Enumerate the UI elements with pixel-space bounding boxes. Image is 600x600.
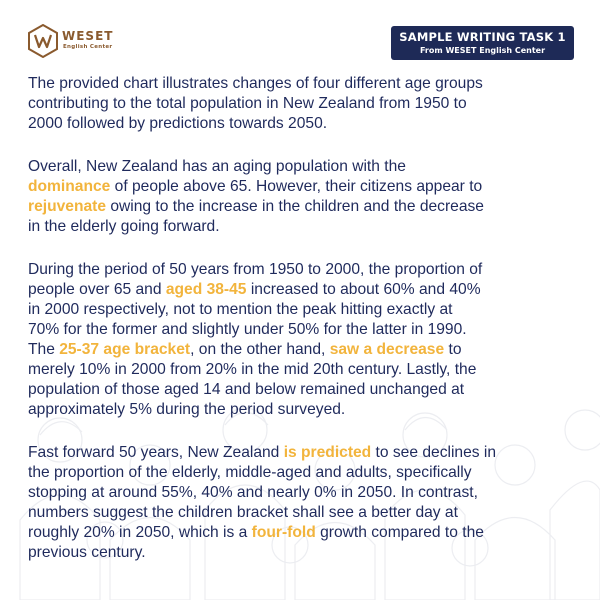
text-line: contributing to the total population in New Zealand from 1950 to	[28, 95, 467, 112]
text-line: stopping at around 55%, 40% and nearly 0% in 2050. In contrast,	[28, 484, 478, 501]
text-line: Overall, New Zealand has an aging population with the	[28, 158, 406, 175]
text-line	[28, 340, 588, 360]
text-line	[28, 280, 588, 300]
text-fragment: Fast forward 50 years, New Zealand	[28, 444, 284, 461]
text-fragment: people over 65 and	[28, 281, 166, 298]
paragraph-overview	[28, 157, 588, 237]
highlight-word: is predicted	[283, 444, 372, 461]
text-fragment: growth compared to the	[315, 524, 484, 541]
highlight-word: 25-37 age bracket	[59, 341, 191, 358]
badge-subtitle: From WESET English Center	[419, 46, 546, 55]
text-line	[28, 523, 588, 543]
text-fragment: of people above 65. However, their citizens appear to	[110, 178, 483, 195]
paragraph-body-future	[28, 443, 588, 563]
paragraph-introduction	[28, 74, 588, 134]
text-line: previous century.	[28, 544, 146, 561]
highlight-word: aged 38-45	[165, 281, 247, 298]
text-line: the proportion of the elderly, middle-aged and adults, specifically	[28, 464, 472, 481]
weset-logo[interactable]	[28, 24, 138, 60]
text-fragment: , on the other hand,	[190, 341, 330, 358]
text-line: approximately 5% during the period surveyed.	[28, 401, 346, 418]
text-line: numbers suggest the children bracket shall see a better day at	[28, 504, 458, 521]
weset-logo-icon	[28, 24, 58, 58]
text-line: in 2000 respectively, not to mention the peak hitting exactly at	[28, 301, 453, 318]
text-line: During the period of 50 years from 1950 to 2000, the proportion of	[28, 261, 483, 278]
text-fragment: increased to about 60% and 40%	[246, 281, 481, 298]
text-line	[28, 177, 588, 197]
text-fragment: to see declines in	[371, 444, 497, 461]
text-fragment: to	[444, 341, 462, 358]
badge-title: SAMPLE WRITING TASK 1	[399, 30, 566, 44]
paragraph-body-past	[28, 260, 588, 420]
text-fragment: The	[28, 341, 60, 358]
highlight-word: saw a decrease	[329, 341, 445, 358]
logo-name: WESET	[62, 29, 114, 43]
task-badge	[391, 26, 574, 60]
text-fragment: roughly 20% in 2050, which is a	[28, 524, 252, 541]
text-line: merely 10% in 2000 from 20% in the mid 20th century. Lastly, the	[28, 361, 477, 378]
text-line: The provided chart illustrates changes of four different age groups	[28, 75, 483, 92]
text-line: in the elderly going forward.	[28, 218, 220, 235]
text-line: population of those aged 14 and below remained unchanged at	[28, 381, 465, 398]
text-line	[28, 443, 588, 463]
logo-subtitle: English Center	[63, 44, 113, 50]
highlight-word: dominance	[28, 178, 111, 195]
text-fragment: owing to the increase in the children and the decrease	[106, 198, 484, 215]
highlight-word: rejuvenate	[28, 198, 107, 215]
highlight-word: four-fold	[251, 524, 316, 541]
text-line: 2000 followed by predictions towards 2050.	[28, 115, 328, 132]
text-line	[28, 197, 588, 217]
essay-body	[28, 74, 588, 586]
text-line: 70% for the former and slightly under 50% for the latter in 1990.	[28, 321, 467, 338]
